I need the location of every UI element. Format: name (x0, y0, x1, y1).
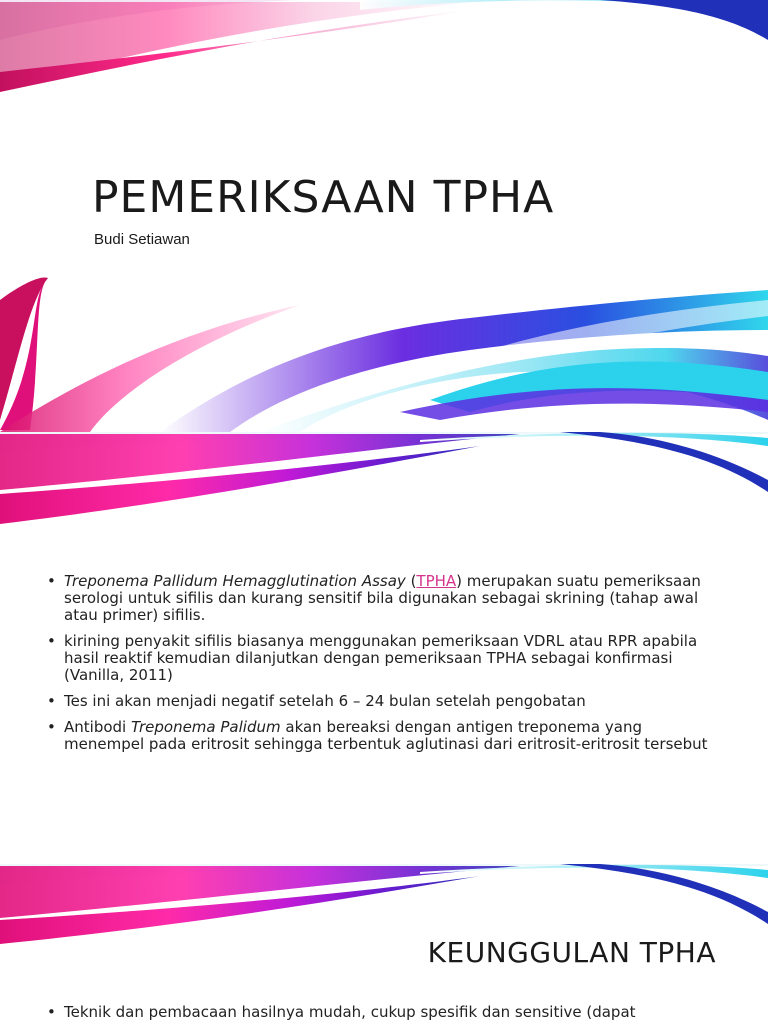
italic-term: Treponema Pallidum Hemagglutination Assay (64, 572, 406, 590)
tpha-link[interactable]: TPHA (416, 572, 457, 590)
advantages-bullet-list (44, 1004, 708, 1024)
list-item (44, 719, 708, 753)
list-item (44, 633, 708, 684)
bullet-text: Teknik dan pembacaan hasilnya mudah, cukup spesifik dan sensitive (dapat (64, 1003, 636, 1021)
list-item (44, 573, 708, 624)
bullet-text: Tes ini akan menjadi negatif setelah 6 – 24 bulan setelah pengobatan (64, 692, 586, 710)
slide-advantages (0, 864, 768, 1024)
bullet-text: ( (405, 572, 417, 590)
bullet-text: akan bereaksi dengan antigen treponema yang menempel pada eritrosit sehingga terbentuk aglutinasi dari eritrosit-eritrosit tersebut (64, 718, 708, 753)
slide-content (0, 432, 768, 864)
slide-title-text: PEMERIKSAAN TPHA (92, 172, 555, 223)
slide-heading: KEUNGGULAN TPHA (427, 936, 716, 969)
list-item (44, 1004, 708, 1021)
italic-term: Treponema Palidum (130, 718, 281, 736)
bullet-text: Antibodi (64, 718, 131, 736)
author-name: Budi Setiawan (94, 231, 190, 248)
list-item (44, 693, 708, 710)
content-bullet-list (44, 573, 708, 762)
slide-title (0, 0, 768, 432)
bullet-text: ) merupakan suatu pemeriksaan serologi untuk sifilis dan kurang sensitif bila digunakan sebagai skrining (tahap awal atau primer) sifilis. (64, 572, 701, 624)
bullet-text: kirining penyakit sifilis biasanya menggunakan pemeriksaan VDRL atau RPR apabila hasil reaktif kemudian dilanjutkan dengan pemeriksaan TPHA sebagai konfirmasi (Vanilla, 2011) (64, 632, 698, 684)
